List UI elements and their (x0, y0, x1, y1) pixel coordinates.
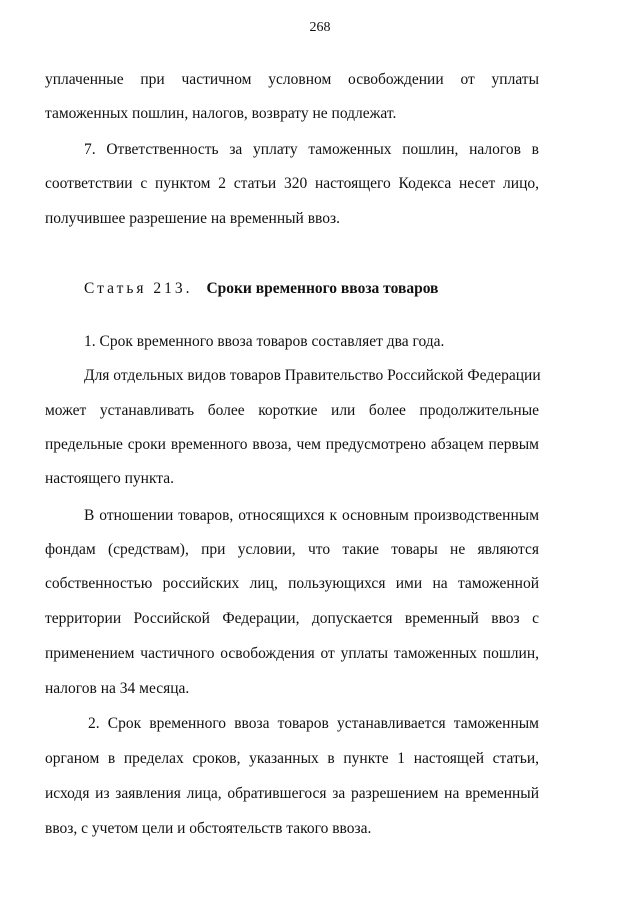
text-line: уплаченные при частичном условном освобождении от уплаты (45, 71, 539, 88)
text-line: налогов на 34 месяца. (45, 680, 190, 697)
text-line: собственностью российских лиц, пользующихся ими на таможенной (45, 575, 539, 592)
text-line: территории Российской Федерации, допускается временный ввоз с (45, 610, 539, 627)
text-line: применением частичного освобождения от уплаты таможенных пошлин, (45, 645, 539, 662)
article-title: Сроки временного ввоза товаров (206, 280, 439, 297)
text-line: таможенных пошлин, налогов, возврату не подлежат. (45, 105, 397, 122)
text-line: органом в пределах сроков, указанных в пункте 1 настоящей статьи, (45, 750, 539, 767)
text-line: В отношении товаров, относящихся к основным производственным (84, 507, 539, 524)
text-line: предельные сроки временного ввоза, чем предусмотрено абзацем первым (45, 436, 539, 453)
text-line: настоящего пункта. (45, 470, 175, 487)
text-line: соответствии с пунктом 2 статьи 320 настоящего Кодекса несет лицо, (45, 175, 539, 192)
text-line: может устанавливать более короткие или более продолжительные (45, 402, 539, 419)
text-line: 2. Срок временного ввоза товаров устанавливается таможенным (88, 715, 539, 732)
text-line: получившее разрешение на временный ввоз. (45, 210, 340, 227)
text-line: Для отдельных видов товаров Правительство Российской Федерации (84, 367, 541, 384)
page-number: 268 (309, 20, 331, 35)
text-line: ввоз, с учетом цели и обстоятельств такого ввоза. (45, 820, 372, 837)
text-line: 7. Ответственность за уплату таможенных пошлин, налогов в (84, 141, 539, 158)
article-label: Статья 213. (84, 280, 193, 297)
article-heading (84, 280, 438, 298)
text-line: фондам (средствам), при условии, что такие товары не являются (45, 541, 539, 558)
text-line: 1. Срок временного ввоза товаров составляет два года. (84, 333, 445, 350)
text-line: исходя из заявления лица, обратившегося за разрешением на временный (45, 785, 539, 802)
